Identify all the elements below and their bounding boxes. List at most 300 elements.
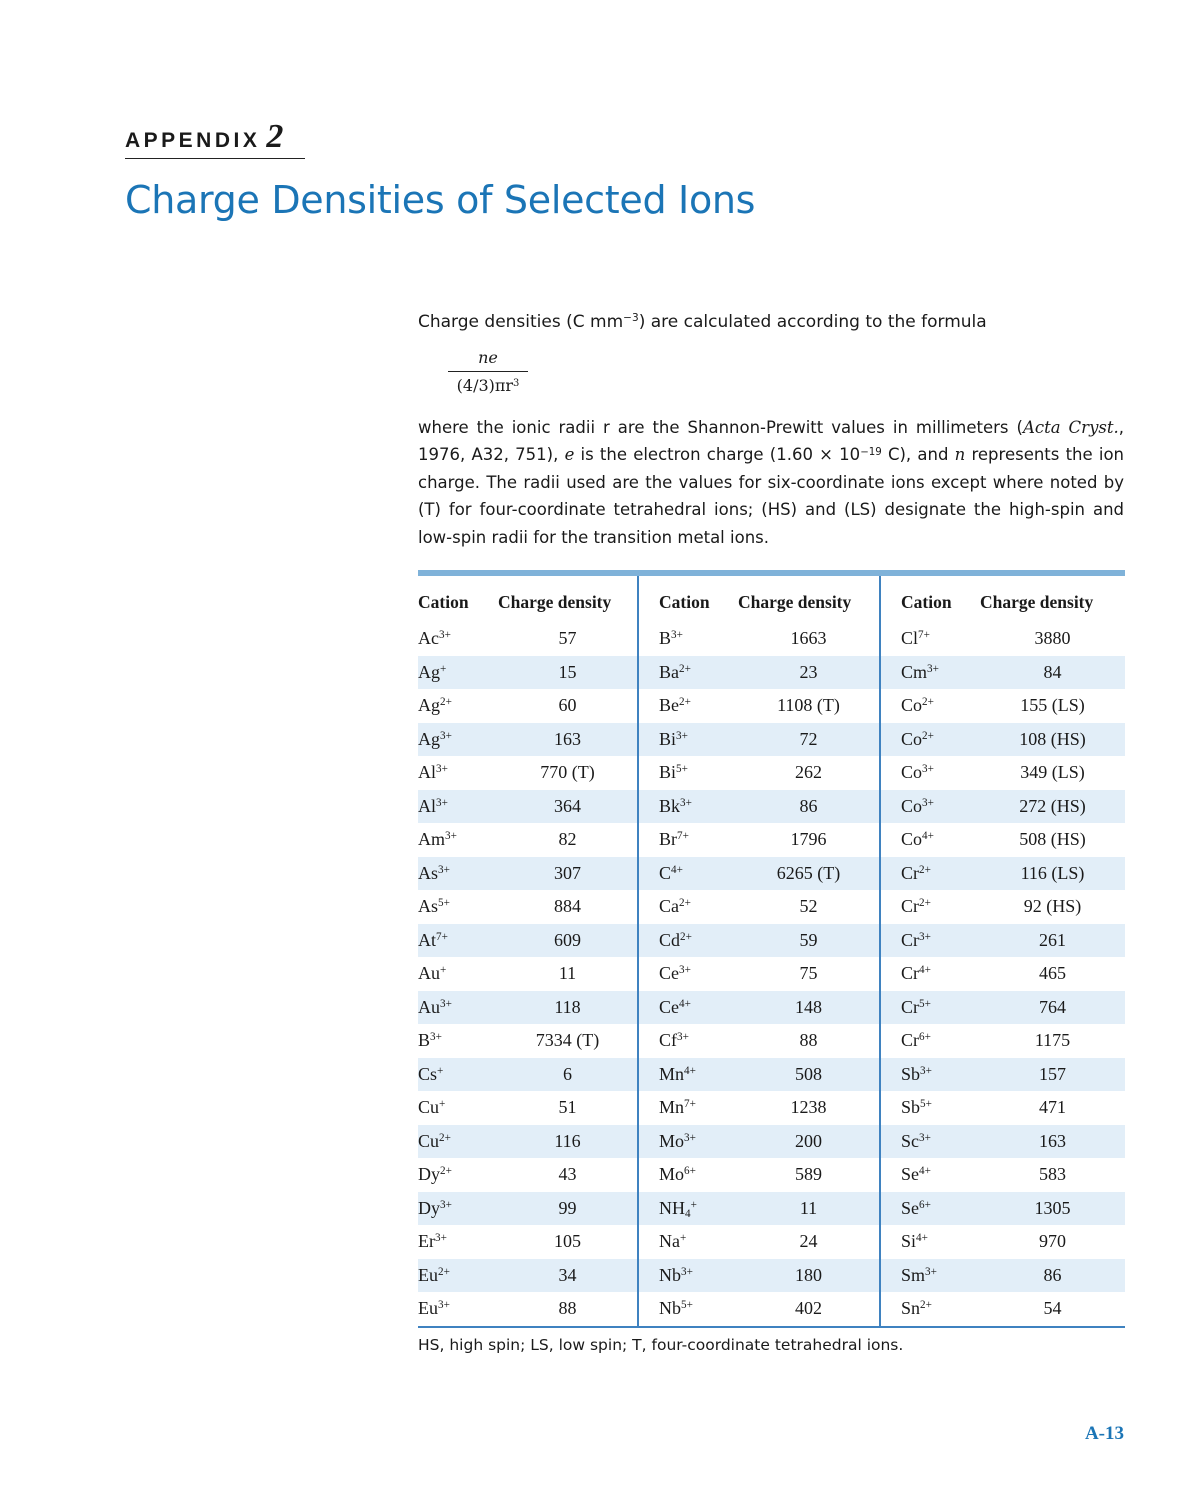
cation-cell <box>880 656 980 690</box>
cation-symbol: As <box>418 862 439 883</box>
cation-charge: 5+ <box>438 897 450 910</box>
charge-density-cell: 1663 <box>790 628 827 649</box>
desc-part-3: is the electron charge (1.60 × 10 <box>574 445 861 465</box>
cation-symbol: Eu <box>418 1298 438 1319</box>
cation-cell <box>638 1158 738 1192</box>
charge-density-cell: 272 (HS) <box>980 790 1125 824</box>
cation-symbol: Bi <box>659 762 677 783</box>
cation-symbol: Ac <box>418 628 439 649</box>
cation-cell <box>638 991 738 1025</box>
cation-cell <box>880 957 980 991</box>
desc-part-1: where the ionic radii r are the Shannon-Prewitt values in millimeters ( <box>418 418 1023 437</box>
cation-cell <box>880 622 980 656</box>
cation-symbol: Mn <box>659 1063 685 1084</box>
cation-cell <box>880 991 980 1025</box>
cation-cell <box>638 1259 738 1293</box>
cation-charge: + <box>690 1198 697 1211</box>
table-row <box>418 890 1125 924</box>
formula-denominator-exponent: 3 <box>513 377 520 389</box>
cation-symbol: Ag <box>418 728 440 749</box>
charge-density-cell: 349 (LS) <box>1020 762 1085 783</box>
charge-density-cell: 75 <box>799 963 818 984</box>
cation-symbol: B <box>659 628 672 649</box>
cation-charge: 3+ <box>919 930 931 943</box>
intro-lead: Charge densities (C mm <box>418 312 624 332</box>
charge-density-cell: 60 <box>558 695 577 716</box>
cation-charge: 3+ <box>671 629 683 642</box>
charge-density-cell: 6 <box>498 1058 638 1092</box>
charge-density-cell: 51 <box>558 1097 577 1118</box>
page-number: A-13 <box>1084 1423 1124 1444</box>
cation-cell <box>880 723 980 757</box>
cation-symbol: Sb <box>901 1097 921 1118</box>
description-paragraph <box>418 414 1124 551</box>
cation-cell <box>638 1091 738 1125</box>
cation-cell <box>638 823 738 857</box>
cation-symbol: Cr <box>901 963 919 984</box>
cation-charge: 7+ <box>677 830 689 843</box>
charge-density-cell: 24 <box>799 1231 818 1252</box>
cation-charge: 3+ <box>439 629 451 642</box>
ion-table <box>418 576 1125 1326</box>
cation-symbol: Se <box>901 1164 919 1185</box>
desc-part-2: , 1976, A32, 751), <box>418 418 1124 465</box>
cation-charge: 3+ <box>681 1265 693 1278</box>
cation-symbol: Dy <box>418 1197 440 1218</box>
charge-density-cell: 86 <box>980 1259 1125 1293</box>
cation-cell <box>880 1125 980 1159</box>
cation-cell <box>418 1192 498 1226</box>
charge-density-cell: 7334 (T) <box>535 1030 600 1051</box>
charge-density-cell: 148 <box>738 991 880 1025</box>
table-row <box>418 756 1125 790</box>
cation-charge: 2+ <box>440 1165 452 1178</box>
unit-exponent: −3 <box>623 312 639 325</box>
cation-cell <box>638 790 738 824</box>
charge-density-cell: 261 <box>980 924 1125 958</box>
cation-symbol: Co <box>901 728 923 749</box>
cation-cell <box>418 823 498 857</box>
cation-cell <box>418 622 498 656</box>
cation-charge: 6+ <box>919 1031 931 1044</box>
table-body <box>418 622 1125 1326</box>
table-row <box>418 1192 1125 1226</box>
cation-symbol: Sb <box>901 1063 921 1084</box>
table-footnote: HS, high spin; LS, low spin; T, four-coordinate tetrahedral ions. <box>418 1336 904 1354</box>
cation-charge: 3+ <box>440 997 452 1010</box>
cation-cell <box>418 723 498 757</box>
charge-density-cell: 15 <box>498 656 638 690</box>
cation-charge: 4+ <box>671 863 683 876</box>
cation-cell <box>880 823 980 857</box>
cation-cell <box>418 1225 498 1259</box>
charge-density-cell: 1108 (T) <box>777 695 840 716</box>
cation-cell <box>638 1125 738 1159</box>
table-row <box>418 790 1125 824</box>
cation-symbol: Co <box>901 795 923 816</box>
charge-density-cell: 82 <box>558 829 577 850</box>
cation-symbol: Am <box>418 829 445 850</box>
table-row <box>418 823 1125 857</box>
charge-density-cell: 86 <box>738 790 880 824</box>
table-row <box>418 1024 1125 1058</box>
cation-charge: 2+ <box>440 696 452 709</box>
cation-symbol: Be <box>659 695 679 716</box>
cation-cell <box>880 1259 980 1293</box>
cation-charge: 3+ <box>684 1131 696 1144</box>
cation-charge: 5+ <box>920 1098 932 1111</box>
charge-density-cell: 43 <box>558 1164 577 1185</box>
cation-cell <box>880 857 980 891</box>
cation-symbol: Se <box>901 1197 919 1218</box>
charge-density-cell: 1175 <box>1034 1030 1071 1051</box>
cation-charge: 2+ <box>920 1299 932 1312</box>
cation-symbol: Mo <box>659 1164 685 1185</box>
cation-symbol: Co <box>901 762 923 783</box>
desc-part-4: C), and <box>881 445 955 465</box>
cation-cell <box>638 656 738 690</box>
cation-cell <box>880 890 980 924</box>
cation-cell <box>880 924 980 958</box>
cation-cell <box>418 1259 498 1293</box>
cation-charge: 4+ <box>919 1165 931 1178</box>
cation-symbol: Cr <box>901 996 919 1017</box>
table-row <box>418 1259 1125 1293</box>
cation-cell <box>880 756 980 790</box>
charge-density-cell: 402 <box>795 1298 822 1319</box>
charge-density-cell: 163 <box>498 723 638 757</box>
cation-charge: 2+ <box>679 662 691 675</box>
cation-charge: 3+ <box>676 729 688 742</box>
cation-cell <box>880 1058 980 1092</box>
cation-symbol: Ba <box>659 661 679 682</box>
table-header-row <box>418 576 1125 622</box>
cation-charge: 2+ <box>922 696 934 709</box>
cation-charge: 2+ <box>680 930 692 943</box>
appendix-word: APPENDIX <box>125 129 261 152</box>
appendix-label <box>125 118 305 159</box>
cation-cell <box>638 1058 738 1092</box>
cation-cell <box>638 1192 738 1226</box>
cation-cell <box>880 1024 980 1058</box>
cation-charge: 4+ <box>684 1064 696 1077</box>
charge-density-cell: 11 <box>738 1192 880 1226</box>
header-charge-density-1: Charge density <box>498 591 612 612</box>
charge-density-cell: 1305 <box>980 1192 1125 1226</box>
cation-symbol: Cu <box>418 1130 440 1151</box>
charge-density-cell: 59 <box>738 924 880 958</box>
table-row <box>418 957 1125 991</box>
charge-density-cell: 92 (HS) <box>1023 896 1082 917</box>
cation-charge: 3+ <box>680 796 692 809</box>
charge-density-cell: 105 <box>554 1231 581 1252</box>
cation-cell <box>638 1292 738 1326</box>
charge-density-cell: 583 <box>1039 1164 1066 1185</box>
charge-density-cell: 116 <box>498 1125 638 1159</box>
table-row <box>418 924 1125 958</box>
cation-cell <box>418 957 498 991</box>
formula-denominator <box>448 372 528 395</box>
cation-cell <box>638 689 738 723</box>
charge-density-cell: 307 <box>498 857 638 891</box>
header-charge-density-2: Charge density <box>738 591 852 612</box>
charge-density-cell: 157 <box>980 1058 1125 1092</box>
charge-density-cell: 262 <box>795 762 822 783</box>
cation-subscript: 4 <box>685 1208 691 1221</box>
intro-text <box>418 308 1124 336</box>
charge-density-cell: 11 <box>558 963 577 984</box>
cation-charge: 6+ <box>684 1165 696 1178</box>
electron-symbol: e <box>564 445 575 465</box>
header-charge-density-3: Charge density <box>980 591 1094 612</box>
cation-charge: 3+ <box>440 729 452 742</box>
cation-charge: 3+ <box>440 1198 452 1211</box>
cation-symbol: Si <box>901 1231 917 1252</box>
charge-density-cell: 471 <box>1039 1097 1066 1118</box>
cation-symbol: Nb <box>659 1298 681 1319</box>
cation-charge: 2+ <box>679 897 691 910</box>
charge-density-cell: 180 <box>738 1259 880 1293</box>
cation-charge: 7+ <box>436 930 448 943</box>
cation-charge: 2+ <box>439 1131 451 1144</box>
cation-symbol: Br <box>659 829 677 850</box>
charge-density-cell: 6265 (T) <box>738 857 880 891</box>
charge-density-cell: 23 <box>738 656 880 690</box>
cation-charge: 6+ <box>919 1198 931 1211</box>
cation-cell <box>418 924 498 958</box>
cation-symbol: Sc <box>901 1130 919 1151</box>
cation-charge: 2+ <box>919 863 931 876</box>
cation-charge: 4+ <box>679 997 691 1010</box>
charge-density-cell: 1238 <box>790 1097 827 1118</box>
cation-cell <box>418 1024 498 1058</box>
table-row <box>418 1225 1125 1259</box>
charge-density-cell: 88 <box>558 1298 577 1319</box>
cation-symbol: Cd <box>659 929 681 950</box>
cation-cell <box>418 890 498 924</box>
cation-symbol: Mn <box>659 1097 685 1118</box>
cation-cell <box>880 689 980 723</box>
cation-cell <box>880 1158 980 1192</box>
charge-density-cell: 200 <box>738 1125 880 1159</box>
cation-symbol: Dy <box>418 1164 440 1185</box>
cation-cell <box>880 1225 980 1259</box>
cation-symbol: Au <box>418 963 440 984</box>
cation-cell <box>418 689 498 723</box>
cation-charge: 3+ <box>925 1265 937 1278</box>
cation-charge: + <box>440 964 447 977</box>
cation-charge: 5+ <box>676 763 688 776</box>
charge-density-cell: 884 <box>554 896 581 917</box>
charge-density-table <box>418 570 1125 1328</box>
table-row <box>418 1058 1125 1092</box>
cation-symbol: At <box>418 929 436 950</box>
cation-symbol: Eu <box>418 1264 438 1285</box>
cation-symbol: Ag <box>418 661 440 682</box>
cation-cell <box>880 1091 980 1125</box>
formula-numerator: ne <box>448 348 528 372</box>
charge-density-cell: 589 <box>795 1164 822 1185</box>
cation-symbol: Na <box>659 1231 680 1252</box>
cation-symbol: Ag <box>418 695 440 716</box>
cation-symbol: Au <box>418 996 440 1017</box>
cation-symbol: Cr <box>901 929 919 950</box>
cation-cell <box>418 1125 498 1159</box>
charge-density-cell: 52 <box>799 896 818 917</box>
cation-symbol: Ce <box>659 996 679 1017</box>
cation-symbol: Bi <box>659 728 677 749</box>
cation-symbol: Cs <box>418 1063 438 1084</box>
cation-cell <box>418 857 498 891</box>
charge-density-cell: 34 <box>498 1259 638 1293</box>
cation-charge: 2+ <box>919 897 931 910</box>
cation-charge: + <box>437 1064 444 1077</box>
cation-charge: + <box>440 662 447 675</box>
cation-charge: 3+ <box>438 1299 450 1312</box>
header-cation-2: Cation <box>638 576 738 622</box>
cation-symbol: Mo <box>659 1130 685 1151</box>
intro-line <box>418 308 1124 336</box>
cation-charge: 5+ <box>919 997 931 1010</box>
charge-density-cell: 118 <box>498 991 638 1025</box>
cation-charge: 3+ <box>922 796 934 809</box>
cation-charge: 3+ <box>436 763 448 776</box>
cation-symbol: Er <box>418 1231 435 1252</box>
cation-cell <box>638 890 738 924</box>
charge-density-cell: 508 (HS) <box>1019 829 1086 850</box>
charge-density-cell: 609 <box>498 924 638 958</box>
cation-charge: 3+ <box>919 1131 931 1144</box>
charge-density-cell: 770 (T) <box>540 762 595 783</box>
cation-symbol: As <box>418 896 439 917</box>
cation-cell <box>418 1158 498 1192</box>
cation-charge: 3+ <box>927 662 939 675</box>
cation-charge: 4+ <box>922 830 934 843</box>
cation-cell <box>418 991 498 1025</box>
charge-density-cell: 1796 <box>790 829 827 850</box>
charge-density-cell: 108 (HS) <box>980 723 1125 757</box>
cation-cell <box>418 656 498 690</box>
cation-cell <box>880 1292 980 1326</box>
cation-cell <box>638 622 738 656</box>
cation-cell <box>880 1192 980 1226</box>
cation-charge: 3+ <box>436 796 448 809</box>
cation-symbol: Co <box>901 695 923 716</box>
cation-charge: 4+ <box>916 1232 928 1245</box>
cation-charge: 3+ <box>435 1232 447 1245</box>
cation-symbol: Al <box>418 762 436 783</box>
cation-charge: 7+ <box>684 1098 696 1111</box>
cation-symbol: Cr <box>901 862 919 883</box>
cation-charge: 3+ <box>920 1064 932 1077</box>
header-cation-3: Cation <box>880 576 980 622</box>
cation-symbol: Cf <box>659 1030 677 1051</box>
table-row <box>418 857 1125 891</box>
cation-cell <box>638 857 738 891</box>
table-bottom-rule <box>418 1326 1125 1328</box>
charge-density-cell: 970 <box>1039 1231 1066 1252</box>
charge-density-cell: 99 <box>498 1192 638 1226</box>
cation-symbol: Co <box>901 829 923 850</box>
cation-charge: + <box>439 1098 446 1111</box>
cation-symbol: Cm <box>901 661 928 682</box>
cation-symbol: Cl <box>901 628 919 649</box>
intro-tail: ) are calculated according to the formula <box>638 312 987 332</box>
journal-name: Acta Cryst. <box>1022 418 1119 437</box>
charge-density-cell: 116 (LS) <box>980 857 1125 891</box>
cation-charge: 3+ <box>679 964 691 977</box>
appendix-number: 2 <box>266 118 284 155</box>
cation-symbol: Ce <box>659 963 679 984</box>
charge-density-cell: 364 <box>498 790 638 824</box>
cation-charge: 3+ <box>922 763 934 776</box>
charge-density-cell: 57 <box>558 628 577 649</box>
cation-charge: + <box>680 1232 687 1245</box>
cation-cell <box>880 790 980 824</box>
cation-cell <box>638 723 738 757</box>
charge-density-cell: 84 <box>980 656 1125 690</box>
charge-density-cell: 155 (LS) <box>1020 695 1085 716</box>
charge-density-cell: 88 <box>799 1030 818 1051</box>
table-row <box>418 1125 1125 1159</box>
cation-cell <box>418 1058 498 1092</box>
cation-charge: 5+ <box>681 1299 693 1312</box>
cation-charge: 2+ <box>922 729 934 742</box>
charge-density-cell: 3880 <box>1034 628 1071 649</box>
cation-symbol: Cr <box>901 1030 919 1051</box>
header-cation-1: Cation <box>418 591 469 612</box>
cation-cell <box>638 756 738 790</box>
table-row <box>418 689 1125 723</box>
charge-density-cell: 163 <box>980 1125 1125 1159</box>
table-row <box>418 1292 1125 1326</box>
formula-denominator-base: (4/3)πr <box>456 376 514 395</box>
cation-symbol: Sm <box>901 1264 926 1285</box>
table-row <box>418 723 1125 757</box>
charge-exponent: −19 <box>860 446 882 458</box>
cation-cell <box>638 957 738 991</box>
cation-symbol: Sn <box>901 1298 921 1319</box>
cation-symbol: Al <box>418 795 436 816</box>
desc-part-5: represents the ion charge. The radii used are the values for six-coordinate ions except where noted by (T) for four-coordinate tetrahedral ions; (HS) and (LS) designate the high-spin and low-spin radii for the transition metal ions. <box>418 445 1125 547</box>
charge-density-formula <box>448 348 528 395</box>
table-row <box>418 1158 1125 1192</box>
cation-charge: 3+ <box>445 830 457 843</box>
cation-charge: 7+ <box>918 629 930 642</box>
cation-charge: 2+ <box>438 1265 450 1278</box>
table-row <box>418 1091 1125 1125</box>
cation-charge: 3+ <box>677 1031 689 1044</box>
cation-symbol: Nb <box>659 1264 681 1285</box>
cation-charge: 2+ <box>679 696 691 709</box>
cation-cell <box>418 1091 498 1125</box>
charge-symbol: n <box>954 445 966 465</box>
cation-charge: 4+ <box>919 964 931 977</box>
charge-density-cell: 72 <box>738 723 880 757</box>
cation-cell <box>418 1292 498 1326</box>
cation-symbol: NH <box>659 1197 685 1218</box>
cation-symbol: Cr <box>901 896 919 917</box>
cation-symbol: Bk <box>659 795 681 816</box>
charge-density-cell: 54 <box>1043 1298 1062 1319</box>
cation-cell <box>418 756 498 790</box>
charge-density-cell: 508 <box>738 1058 880 1092</box>
cation-charge: 3+ <box>430 1031 442 1044</box>
charge-density-cell: 465 <box>1039 963 1066 984</box>
cation-symbol: B <box>418 1030 431 1051</box>
cation-symbol: Ca <box>659 896 679 917</box>
cation-cell <box>418 790 498 824</box>
